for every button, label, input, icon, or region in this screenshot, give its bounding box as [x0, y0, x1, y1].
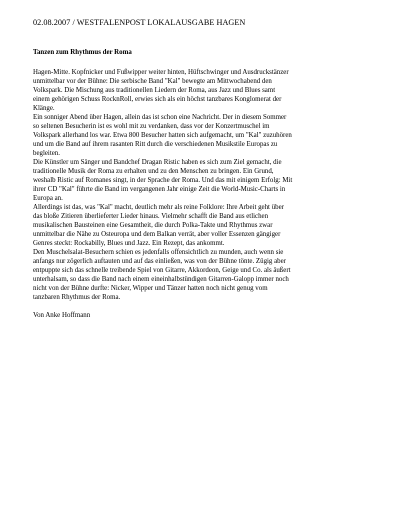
- paragraph-line: Die Künstler um Sänger und Bandchef Dragan Ristic haben es sich zum Ziel gemacht, die: [33, 159, 282, 166]
- paragraph-line: musikalischen Bausteinen eine Gesamtheit, die durch Polka-Takte und Rhythmus zwar: [33, 222, 273, 229]
- article-paragraph: [33, 203, 373, 248]
- article-paragraph: [33, 248, 373, 302]
- paragraph-line: begleiten.: [33, 150, 60, 157]
- article-page: [33, 18, 373, 320]
- article-paragraph: [33, 113, 373, 158]
- paragraph-line: anfangs nur zögerlich auftauten und auf das einließen, was von der Bühne tönte. Zügig aber: [33, 258, 286, 265]
- article-body: [33, 68, 373, 302]
- paragraph-line: Hagen-Mitte. Kopfnicker und Fußwipper weiter hinten, Hüftschwinger und Ausdruckstänzer: [33, 69, 289, 76]
- paragraph-line: und um die Band auf ihrem rasanten Ritt durch die verschiedenen Musikstile Europas zu: [33, 141, 278, 148]
- paragraph-line: nicht von der Bühne durfte: Nicker, Wipper und Tänzer hatten noch nicht genug vom: [33, 285, 268, 292]
- paragraph-line: traditionelle Musik der Roma zu erhalten und zu den Menschen zu bringen. Ein Grund,: [33, 168, 274, 175]
- paragraph-line: entpuppte sich das schnelle treibende Spiel von Gitarre, Akkordeon, Geige und Co. als äußert: [33, 267, 291, 274]
- paragraph-line: Europa an.: [33, 195, 63, 202]
- paragraph-line: so seltenen Besucherin ist es wohl mit zu verdanken, dass vor der Konzertmuschel im: [33, 123, 270, 130]
- paragraph-line: unterhalsam, so dass die Band nach einem eineinhalbstündigen Gitarren-Galopp immer noch: [33, 276, 289, 283]
- article-paragraph: [33, 68, 373, 113]
- paragraph-line: unmittelbar vor der Bühne: Die serbische Band "Kal" bewegte am Mittwochabend den: [33, 78, 272, 85]
- paragraph-line: das bloße Zitieren überlieferter Lieder hinaus. Vielmehr schafft die Band aus etlichen: [33, 213, 269, 220]
- paragraph-line: unmittelbar die Nähe zu Osteuropa und dem Balkan verrät, aber voller Essenzen gängiger: [33, 231, 281, 238]
- source-header: 02.08.2007 / WESTFALENPOST LOKALAUSGABE HAGEN: [33, 18, 246, 27]
- paragraph-line: ihrer CD "Kal" führte die Band im vergangenen Jahr einige Zeit die World-Music-Charts in: [33, 186, 286, 193]
- paragraph-line: Volkspark allerhand los war. Etwa 800 Besucher hatten sich aufgemacht, um "Kal" zuzuhören: [33, 132, 292, 139]
- paragraph-line: Genres steckt: Rockabilly, Blues und Jazz. Ein Rezept, das ankommt.: [33, 240, 225, 247]
- paragraph-line: tanzbaren Rhythmus der Roma.: [33, 294, 121, 301]
- paragraph-line: Den Muschelsalat-Besuchern schien es jedenfalls offensichtlich zu munden, auch wenn sie: [33, 249, 284, 256]
- article-title: Tanzen zum Rhythmus der Roma: [33, 49, 132, 56]
- paragraph-line: Ein sonniger Abend über Hagen, allein das ist schon eine Nachricht. Der in diesem Sommer: [33, 114, 287, 121]
- paragraph-line: Volkspark. Die Mischung aus traditionellen Liedern der Roma, aus Jazz und Blues samt: [33, 87, 276, 94]
- paragraph-line: einem gehörigen Schuss RocknRoll, erwies sich als ein höchst tanzbares Konglomerat der: [33, 96, 282, 103]
- paragraph-line: Klänge.: [33, 105, 55, 112]
- paragraph-line: weshalb Ristic auf Romanes singt, in der Sprache der Roma. Und das mit einigem Erfolg: Mit: [33, 177, 293, 184]
- author-byline: Von Anke Hoffmann: [33, 312, 91, 319]
- paragraph-line: Allerdings ist das, was "Kal" macht, deutlich mehr als reine Folklore: Ihre Arbeit geht über: [33, 204, 284, 211]
- article-paragraph: [33, 158, 373, 203]
